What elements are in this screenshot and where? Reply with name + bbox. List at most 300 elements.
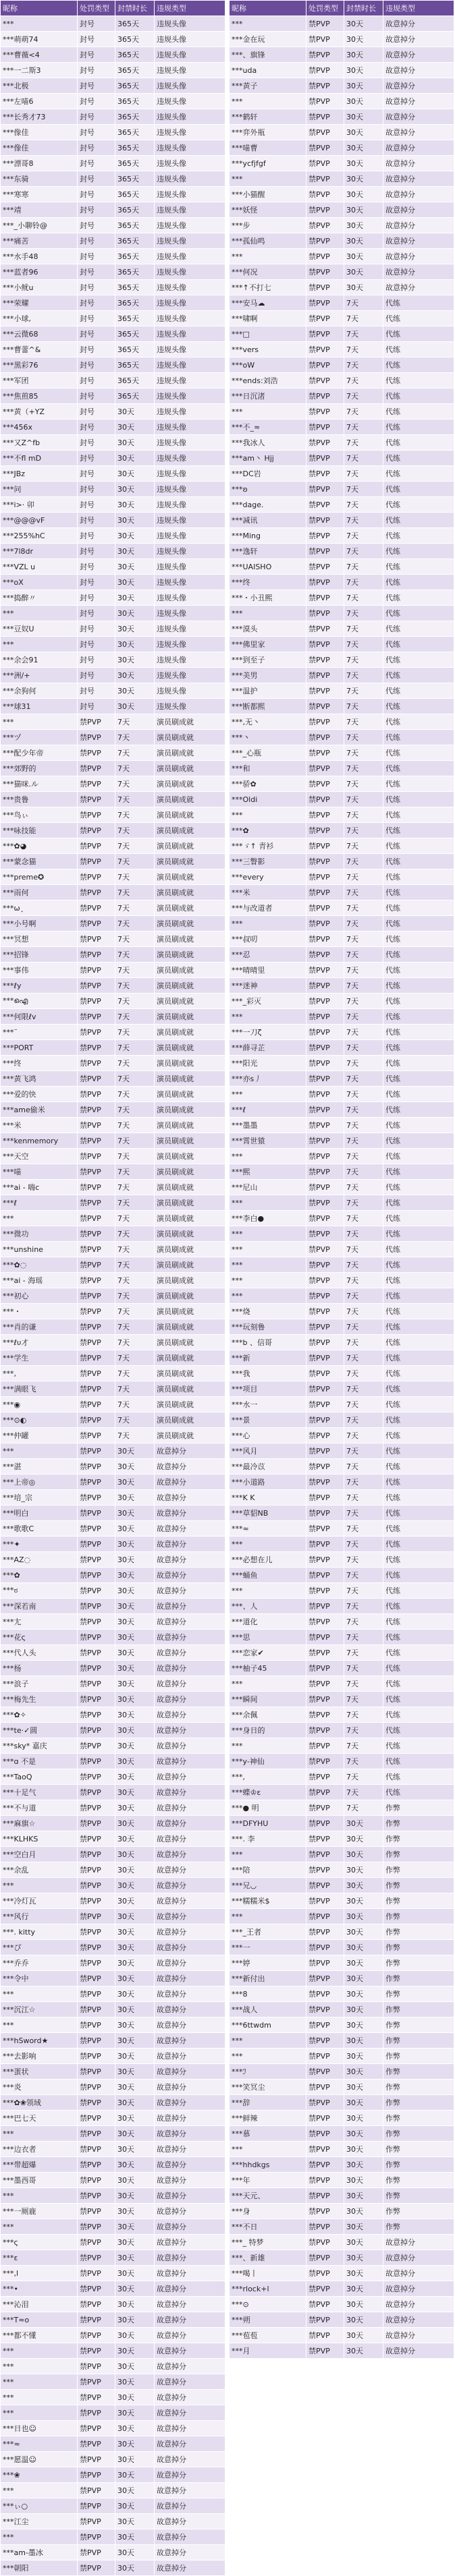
cell-nickname: ***◉ bbox=[1, 1397, 78, 1412]
cell-penalty-type: 禁PVP bbox=[306, 1971, 344, 1986]
cell-nickname: ***年 bbox=[230, 2173, 306, 2188]
cell-violation-type: 代练 bbox=[383, 776, 454, 792]
cell-penalty-type: 禁PVP bbox=[306, 420, 344, 435]
cell-penalty-type: 禁PVP bbox=[306, 1056, 344, 1071]
table-row bbox=[1, 311, 225, 326]
cell-ban-duration: 30天 bbox=[115, 2017, 155, 2033]
table-row bbox=[1, 466, 225, 482]
cell-ban-duration: 7天 bbox=[344, 1738, 383, 1754]
cell-penalty-type: 禁PVP bbox=[306, 451, 344, 466]
cell-ban-duration: 7天 bbox=[115, 1164, 155, 1180]
cell-nickname: ***军团 bbox=[1, 373, 78, 389]
cell-penalty-type: 禁PVP bbox=[78, 1025, 115, 1040]
cell-violation-type: 代练 bbox=[383, 1335, 454, 1350]
cell-violation-type: 故意掉分 bbox=[155, 2095, 225, 2111]
cell-violation-type: 代练 bbox=[383, 668, 454, 683]
table-row bbox=[1, 1785, 225, 1800]
cell-ban-duration: 30天 bbox=[115, 668, 155, 683]
cell-penalty-type: 禁PVP bbox=[306, 109, 344, 125]
cell-nickname: ***日也☺ bbox=[1, 2421, 78, 2436]
cell-violation-type: 代练 bbox=[383, 1226, 454, 1242]
table-row bbox=[230, 2250, 454, 2266]
table-row bbox=[230, 342, 454, 357]
cell-nickname: ***墨墨 bbox=[230, 1118, 306, 1133]
cell-ban-duration: 7天 bbox=[344, 916, 383, 932]
cell-penalty-type: 禁PVP bbox=[306, 125, 344, 140]
table-row bbox=[230, 994, 454, 1009]
table-row bbox=[1, 1971, 225, 1986]
cell-ban-duration: 7天 bbox=[115, 885, 155, 900]
table-header-row bbox=[230, 1, 454, 16]
cell-violation-type: 作弊 bbox=[383, 2017, 454, 2033]
cell-nickname: ***一二斯3 bbox=[1, 63, 78, 78]
cell-penalty-type: 禁PVP bbox=[306, 1707, 344, 1723]
cell-violation-type: 故意掉分 bbox=[383, 140, 454, 156]
cell-penalty-type: 禁PVP bbox=[78, 1583, 115, 1599]
cell-ban-duration: 7天 bbox=[344, 1754, 383, 1769]
cell-nickname: ***冥想 bbox=[1, 932, 78, 947]
cell-nickname: ***不fl mD bbox=[1, 451, 78, 466]
cell-violation-type: 代练 bbox=[383, 1676, 454, 1692]
cell-violation-type: 代练 bbox=[383, 1583, 454, 1599]
table-row bbox=[230, 311, 454, 326]
table-row bbox=[1, 1754, 225, 1769]
table-row bbox=[1, 1040, 225, 1056]
cell-penalty-type: 禁PVP bbox=[306, 1521, 344, 1537]
cell-violation-type: 演员刷成就 bbox=[155, 1040, 225, 1056]
cell-ban-duration: 30天 bbox=[344, 2173, 383, 2188]
cell-violation-type: 故意掉分 bbox=[155, 1707, 225, 1723]
cell-ban-duration: 7天 bbox=[344, 528, 383, 544]
cell-penalty-type: 禁PVP bbox=[306, 1847, 344, 1862]
cell-violation-type: 代练 bbox=[383, 1537, 454, 1552]
cell-penalty-type: 禁PVP bbox=[78, 1009, 115, 1025]
cell-penalty-type: 禁PVP bbox=[306, 2297, 344, 2312]
cell-nickname: ***弈外瓶 bbox=[230, 125, 306, 140]
cell-violation-type: 故意掉分 bbox=[155, 1723, 225, 1738]
cell-ban-duration: 7天 bbox=[344, 1676, 383, 1692]
table-row bbox=[230, 714, 454, 730]
cell-violation-type: 代练 bbox=[383, 1443, 454, 1459]
cell-penalty-type: 禁PVP bbox=[78, 2483, 115, 2498]
cell-nickname: ***墨西哥 bbox=[1, 2173, 78, 2188]
cell-violation-type: 演员刷成就 bbox=[155, 1211, 225, 1226]
cell-penalty-type: 封号 bbox=[78, 590, 115, 606]
cell-nickname: ***蛋状 bbox=[1, 2064, 78, 2080]
cell-nickname: ***三瞥影 bbox=[230, 854, 306, 869]
cell-penalty-type: 禁PVP bbox=[306, 389, 344, 404]
cell-violation-type: 违规头像 bbox=[155, 606, 225, 621]
table-row bbox=[1, 513, 225, 528]
cell-violation-type: 演员刷成就 bbox=[155, 1288, 225, 1304]
cell-nickname: ***不与道 bbox=[1, 1800, 78, 1816]
table-row bbox=[1, 900, 225, 916]
cell-ban-duration: 30天 bbox=[115, 1986, 155, 2002]
cell-violation-type: 演员刷成就 bbox=[155, 869, 225, 885]
table-row bbox=[230, 78, 454, 94]
cell-violation-type: 作弊 bbox=[383, 1955, 454, 1971]
cell-ban-duration: 7天 bbox=[344, 1785, 383, 1800]
cell-nickname: *** bbox=[230, 1847, 306, 1862]
cell-penalty-type: 禁PVP bbox=[306, 1769, 344, 1785]
cell-penalty-type: 禁PVP bbox=[78, 1040, 115, 1056]
cell-nickname: ***am丶 Hjj bbox=[230, 451, 306, 466]
cell-penalty-type: 禁PVP bbox=[306, 140, 344, 156]
cell-violation-type: 演员刷成就 bbox=[155, 932, 225, 947]
cell-ban-duration: 7天 bbox=[344, 1071, 383, 1087]
cell-violation-type: 违规头像 bbox=[155, 451, 225, 466]
cell-penalty-type: 禁PVP bbox=[78, 2173, 115, 2188]
cell-penalty-type: 禁PVP bbox=[78, 2452, 115, 2467]
table-row bbox=[230, 1521, 454, 1537]
cell-penalty-type: 禁PVP bbox=[78, 1381, 115, 1397]
cell-nickname: ***日沉渚 bbox=[230, 389, 306, 404]
cell-violation-type: 代练 bbox=[383, 513, 454, 528]
table-row bbox=[230, 1118, 454, 1133]
cell-violation-type: 作弊 bbox=[383, 2049, 454, 2064]
table-row bbox=[1, 1133, 225, 1149]
table-row bbox=[1, 963, 225, 978]
cell-penalty-type: 禁PVP bbox=[78, 994, 115, 1009]
table-row bbox=[1, 78, 225, 94]
cell-nickname: ***步 bbox=[230, 218, 306, 233]
cell-violation-type: 代练 bbox=[383, 932, 454, 947]
cell-penalty-type: 禁PVP bbox=[306, 1242, 344, 1257]
table-row bbox=[1, 2250, 225, 2266]
cell-nickname: ***K K bbox=[230, 1490, 306, 1506]
cell-penalty-type: 禁PVP bbox=[78, 1754, 115, 1769]
cell-nickname: ***云微68 bbox=[1, 326, 78, 342]
cell-penalty-type: 禁PVP bbox=[78, 792, 115, 807]
cell-violation-type: 故意掉分 bbox=[155, 2064, 225, 2080]
cell-violation-type: 代练 bbox=[383, 295, 454, 311]
cell-nickname: ***骄✿ bbox=[230, 776, 306, 792]
cell-nickname: ***黑彩76 bbox=[1, 357, 78, 373]
cell-nickname: ***ℓy bbox=[1, 978, 78, 994]
cell-ban-duration: 30天 bbox=[115, 2529, 155, 2545]
table-row bbox=[1, 63, 225, 78]
cell-penalty-type: 禁PVP bbox=[306, 1257, 344, 1273]
cell-ban-duration: 7天 bbox=[115, 900, 155, 916]
cell-nickname: ***喝丨 bbox=[230, 2266, 306, 2281]
cell-penalty-type: 禁PVP bbox=[306, 2002, 344, 2017]
cell-violation-type: 代练 bbox=[383, 435, 454, 451]
cell-penalty-type: 封号 bbox=[78, 544, 115, 559]
cell-violation-type: 故意掉分 bbox=[155, 1661, 225, 1676]
cell-nickname: ***✦ bbox=[1, 1537, 78, 1552]
table-row bbox=[230, 1552, 454, 1568]
cell-ban-duration: 7天 bbox=[115, 1102, 155, 1118]
cell-violation-type: 代练 bbox=[383, 1599, 454, 1614]
cell-penalty-type: 禁PVP bbox=[78, 1986, 115, 2002]
cell-penalty-type: 禁PVP bbox=[306, 1893, 344, 1909]
cell-penalty-type: 禁PVP bbox=[78, 2142, 115, 2157]
cell-nickname: ***一厕鹿 bbox=[1, 2204, 78, 2219]
cell-nickname: ***kenmemory bbox=[1, 1133, 78, 1149]
cell-ban-duration: 365天 bbox=[115, 202, 155, 218]
cell-ban-duration: 7天 bbox=[115, 1412, 155, 1428]
table-row bbox=[1, 1304, 225, 1319]
cell-penalty-type: 禁PVP bbox=[306, 1443, 344, 1459]
cell-violation-type: 代练 bbox=[383, 420, 454, 435]
cell-violation-type: 违规头像 bbox=[155, 16, 225, 32]
cell-penalty-type: 禁PVP bbox=[78, 869, 115, 885]
cell-nickname: ***¨ bbox=[1, 1025, 78, 1040]
cell-violation-type: 代练 bbox=[383, 1459, 454, 1475]
table-row bbox=[1, 2126, 225, 2142]
cell-penalty-type: 禁PVP bbox=[306, 1025, 344, 1040]
cell-nickname: ***TaoQ bbox=[1, 1769, 78, 1785]
cell-ban-duration: 7天 bbox=[344, 994, 383, 1009]
cell-penalty-type: 禁PVP bbox=[306, 1878, 344, 1893]
cell-violation-type: 演员刷成就 bbox=[155, 1242, 225, 1257]
cell-penalty-type: 封号 bbox=[78, 683, 115, 699]
cell-penalty-type: 禁PVP bbox=[306, 373, 344, 389]
cell-ban-duration: 30天 bbox=[344, 2188, 383, 2204]
table-row bbox=[1, 2281, 225, 2297]
cell-nickname: ***✿ bbox=[1, 1568, 78, 1583]
cell-ban-duration: 7天 bbox=[344, 1521, 383, 1537]
cell-violation-type: 故意掉分 bbox=[383, 218, 454, 233]
cell-ban-duration: 7天 bbox=[344, 342, 383, 357]
cell-ban-duration: 30天 bbox=[344, 32, 383, 47]
cell-violation-type: 代练 bbox=[383, 1754, 454, 1769]
cell-violation-type: 作弊 bbox=[383, 2219, 454, 2235]
cell-nickname: ***忍 bbox=[230, 947, 306, 963]
cell-ban-duration: 7天 bbox=[344, 1412, 383, 1428]
table-row bbox=[230, 1676, 454, 1692]
cell-violation-type: 违规头像 bbox=[155, 249, 225, 264]
cell-violation-type: 故意掉分 bbox=[155, 2483, 225, 2498]
cell-nickname: ***余狗何 bbox=[1, 683, 78, 699]
cell-penalty-type: 封号 bbox=[78, 528, 115, 544]
cell-ban-duration: 365天 bbox=[115, 373, 155, 389]
table-row bbox=[230, 1087, 454, 1102]
cell-ban-duration: 7天 bbox=[344, 1273, 383, 1288]
table-row bbox=[230, 885, 454, 900]
cell-penalty-type: 封号 bbox=[78, 404, 115, 420]
cell-nickname: ***ame偷米 bbox=[1, 1102, 78, 1118]
cell-nickname: ***ゞ↑ 青衫 bbox=[230, 838, 306, 854]
cell-penalty-type: 禁PVP bbox=[78, 2188, 115, 2204]
cell-nickname: ***蓝者96 bbox=[1, 264, 78, 280]
cell-violation-type: 代练 bbox=[383, 994, 454, 1009]
cell-violation-type: 演员刷成就 bbox=[155, 1180, 225, 1195]
cell-ban-duration: 7天 bbox=[115, 1335, 155, 1350]
table-row bbox=[230, 2266, 454, 2281]
cell-penalty-type: 禁PVP bbox=[306, 683, 344, 699]
table-row bbox=[1, 2560, 225, 2576]
cell-nickname: ***✿◕ bbox=[1, 838, 78, 854]
cell-violation-type: 代练 bbox=[383, 590, 454, 606]
cell-violation-type: 故意掉分 bbox=[155, 2017, 225, 2033]
cell-penalty-type: 禁PVP bbox=[306, 1940, 344, 1955]
cell-violation-type: 故意掉分 bbox=[155, 1878, 225, 1893]
cell-ban-duration: 30天 bbox=[344, 2328, 383, 2343]
cell-ban-duration: 30天 bbox=[344, 187, 383, 202]
cell-violation-type: 演员刷成就 bbox=[155, 947, 225, 963]
cell-violation-type: 代练 bbox=[383, 1180, 454, 1195]
cell-violation-type: 演员刷成就 bbox=[155, 854, 225, 869]
cell-nickname: ***长秀才73 bbox=[1, 109, 78, 125]
table-row bbox=[230, 1583, 454, 1599]
cell-ban-duration: 7天 bbox=[344, 1568, 383, 1583]
table-row bbox=[1, 854, 225, 869]
cell-ban-duration: 7天 bbox=[344, 1630, 383, 1645]
cell-nickname: ***妖怪 bbox=[230, 202, 306, 218]
cell-ban-duration: 7天 bbox=[344, 1149, 383, 1164]
cell-penalty-type: 禁PVP bbox=[306, 528, 344, 544]
table-body-left bbox=[1, 16, 225, 2576]
cell-penalty-type: 禁PVP bbox=[306, 637, 344, 652]
table-row bbox=[1, 1195, 225, 1211]
cell-penalty-type: 封号 bbox=[78, 295, 115, 311]
cell-penalty-type: 禁PVP bbox=[78, 2359, 115, 2374]
table-row bbox=[230, 745, 454, 761]
cell-ban-duration: 7天 bbox=[115, 1087, 155, 1102]
cell-penalty-type: 封号 bbox=[78, 264, 115, 280]
cell-penalty-type: 禁PVP bbox=[78, 2560, 115, 2576]
cell-nickname: ***蝶♔ε bbox=[230, 1785, 306, 1800]
cell-ban-duration: 30天 bbox=[115, 2250, 155, 2266]
cell-ban-duration: 30天 bbox=[115, 2343, 155, 2359]
table-row bbox=[1, 1521, 225, 1537]
cell-nickname: ***✿ bbox=[230, 823, 306, 838]
cell-penalty-type: 禁PVP bbox=[306, 233, 344, 249]
cell-violation-type: 代练 bbox=[383, 342, 454, 357]
cell-penalty-type: 禁PVP bbox=[78, 1180, 115, 1195]
cell-ban-duration: 7天 bbox=[115, 1381, 155, 1397]
cell-ban-duration: 30天 bbox=[115, 1459, 155, 1475]
cell-penalty-type: 禁PVP bbox=[78, 1769, 115, 1785]
cell-violation-type: 代练 bbox=[383, 683, 454, 699]
cell-violation-type: 故意掉分 bbox=[155, 1676, 225, 1692]
cell-ban-duration: 30天 bbox=[115, 637, 155, 652]
cell-nickname: ***米 bbox=[1, 1118, 78, 1133]
table-row bbox=[1, 2095, 225, 2111]
table-row bbox=[1, 1009, 225, 1025]
table-row bbox=[1, 1397, 225, 1412]
cell-nickname: *** bbox=[230, 1195, 306, 1211]
cell-nickname: ***ぃ○ bbox=[1, 2498, 78, 2514]
cell-nickname: ***雨何 bbox=[1, 885, 78, 900]
cell-violation-type: 违规头像 bbox=[155, 47, 225, 63]
cell-penalty-type: 封号 bbox=[78, 497, 115, 513]
cell-penalty-type: 禁PVP bbox=[306, 218, 344, 233]
table-row bbox=[230, 1040, 454, 1056]
cell-penalty-type: 禁PVP bbox=[78, 1723, 115, 1738]
cell-penalty-type: 禁PVP bbox=[306, 357, 344, 373]
cell-ban-duration: 30天 bbox=[344, 2297, 383, 2312]
cell-penalty-type: 禁PVP bbox=[306, 885, 344, 900]
table-row bbox=[230, 761, 454, 776]
table-row bbox=[1, 1986, 225, 2002]
cell-penalty-type: 禁PVP bbox=[306, 1459, 344, 1475]
cell-ban-duration: 30天 bbox=[344, 1986, 383, 2002]
table-row bbox=[230, 1909, 454, 1924]
table-row bbox=[1, 1459, 225, 1475]
cell-nickname: ***天空 bbox=[1, 1149, 78, 1164]
table-row bbox=[230, 1443, 454, 1459]
table-row bbox=[1, 482, 225, 497]
cell-ban-duration: 30天 bbox=[115, 1754, 155, 1769]
cell-ban-duration: 30天 bbox=[115, 1537, 155, 1552]
cell-ban-duration: 30天 bbox=[115, 1692, 155, 1707]
cell-ban-duration: 365天 bbox=[115, 295, 155, 311]
cell-violation-type: 故意掉分 bbox=[383, 233, 454, 249]
cell-violation-type: 代练 bbox=[383, 1381, 454, 1397]
cell-ban-duration: 7天 bbox=[115, 714, 155, 730]
table-row bbox=[230, 683, 454, 699]
cell-ban-duration: 30天 bbox=[115, 1583, 155, 1599]
cell-penalty-type: 封号 bbox=[78, 156, 115, 171]
cell-violation-type: 演员刷成就 bbox=[155, 1273, 225, 1288]
cell-ban-duration: 30天 bbox=[344, 2250, 383, 2266]
cell-nickname: ***靖 bbox=[1, 202, 78, 218]
cell-violation-type: 故意掉分 bbox=[155, 1459, 225, 1475]
cell-ban-duration: 7天 bbox=[344, 606, 383, 621]
cell-penalty-type: 禁PVP bbox=[306, 730, 344, 745]
cell-ban-duration: 7天 bbox=[115, 1428, 155, 1443]
cell-violation-type: 演员刷成就 bbox=[155, 1102, 225, 1118]
cell-ban-duration: 30天 bbox=[115, 1831, 155, 1847]
cell-penalty-type: 禁PVP bbox=[306, 776, 344, 792]
cell-violation-type: 代练 bbox=[383, 916, 454, 932]
cell-penalty-type: 禁PVP bbox=[306, 1087, 344, 1102]
cell-violation-type: 故意掉分 bbox=[155, 1800, 225, 1816]
table-row bbox=[1, 1568, 225, 1583]
cell-ban-duration: 30天 bbox=[115, 1940, 155, 1955]
cell-penalty-type: 封号 bbox=[78, 311, 115, 326]
cell-violation-type: 作弊 bbox=[383, 1909, 454, 1924]
cell-violation-type: 违规头像 bbox=[155, 637, 225, 652]
table-row bbox=[230, 264, 454, 280]
cell-ban-duration: 30天 bbox=[115, 420, 155, 435]
cell-nickname: ***ぴ bbox=[1, 1940, 78, 1955]
cell-nickname: ***ℓ bbox=[1, 1195, 78, 1211]
table-row bbox=[230, 497, 454, 513]
cell-violation-type: 故意掉分 bbox=[155, 2421, 225, 2436]
cell-penalty-type: 封号 bbox=[78, 233, 115, 249]
cell-violation-type: 演员刷成就 bbox=[155, 1164, 225, 1180]
cell-ban-duration: 30天 bbox=[115, 699, 155, 714]
cell-penalty-type: 封号 bbox=[78, 280, 115, 295]
cell-ban-duration: 30天 bbox=[344, 2157, 383, 2173]
cell-ban-duration: 7天 bbox=[344, 497, 383, 513]
cell-nickname: ***sky* 嘉庆 bbox=[1, 1738, 78, 1754]
table-row bbox=[230, 1350, 454, 1366]
cell-penalty-type: 禁PVP bbox=[306, 559, 344, 575]
cell-ban-duration: 30天 bbox=[115, 1971, 155, 1986]
cell-penalty-type: 封号 bbox=[78, 202, 115, 218]
table-row bbox=[1, 2266, 225, 2281]
table-row bbox=[230, 2095, 454, 2111]
cell-penalty-type: 封号 bbox=[78, 342, 115, 357]
cell-penalty-type: 禁PVP bbox=[306, 2219, 344, 2235]
cell-violation-type: 故意掉分 bbox=[383, 2250, 454, 2266]
cell-penalty-type: 禁PVP bbox=[78, 714, 115, 730]
cell-nickname: ***一 bbox=[230, 1940, 306, 1955]
cell-penalty-type: 禁PVP bbox=[78, 1133, 115, 1149]
table-row bbox=[1, 1645, 225, 1661]
cell-ban-duration: 30天 bbox=[115, 559, 155, 575]
table-row bbox=[1, 1335, 225, 1350]
cell-violation-type: 代练 bbox=[383, 1288, 454, 1304]
table-row bbox=[230, 1862, 454, 1878]
cell-ban-duration: 7天 bbox=[115, 1350, 155, 1366]
table-row bbox=[1, 1893, 225, 1909]
table-row bbox=[1, 590, 225, 606]
